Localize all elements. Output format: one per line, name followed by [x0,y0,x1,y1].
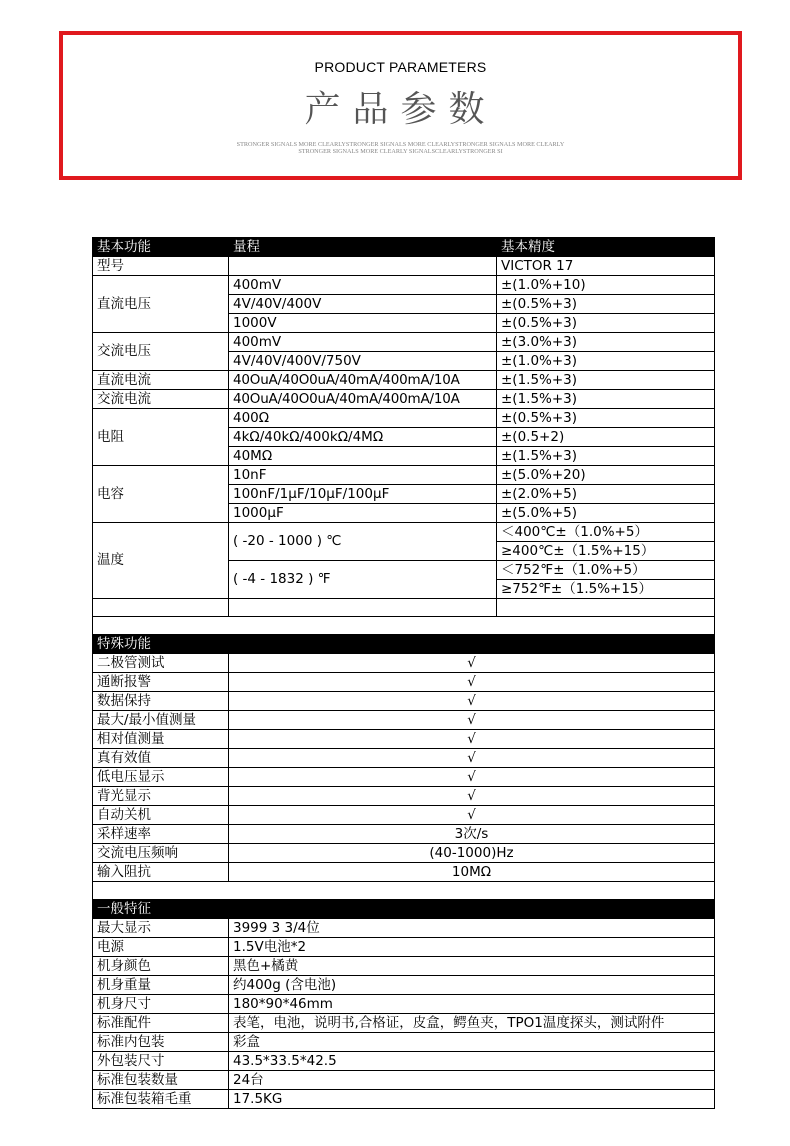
special-label: 采样速率 [93,825,229,844]
res-range: 400Ω [229,409,497,428]
spacer-row [93,617,715,635]
banner-tagline-line-1: STRONGER SIGNALS MORE CLEARLYSTRONGER SIGNALS MORE CLEARLYSTRONGER SIGNALS MORE CLEARLY [236,141,565,148]
cap-range: 10nF [229,466,497,485]
general-row [93,919,715,938]
general-value: 彩盒 [229,1033,715,1052]
general-value: 表笔，电池，说明书,合格证，皮盒，鳄鱼夹，TPO1温度探头，测试附件 [229,1014,715,1033]
general-label: 电源 [93,938,229,957]
res-range: 4kΩ/40kΩ/400kΩ/4MΩ [229,428,497,447]
general-label: 标准配件 [93,1014,229,1033]
dcv-accuracy: ±(0.5%+3) [497,314,715,333]
general-value: 43.5*33.5*42.5 [229,1052,715,1071]
aca-range: 40OuA/40O0uA/40mA/400mA/10A [229,390,497,409]
aca-label: 交流电流 [93,390,229,409]
res-range: 40MΩ [229,447,497,466]
acv-range: 400mV [229,333,497,352]
special-value: √ [229,692,715,711]
spacer-cell [93,617,715,635]
temp-c-range: ( -20 - 1000 ) ℃ [229,523,497,561]
special-value: √ [229,673,715,692]
special-label: 背光显示 [93,787,229,806]
cap-range: 100nF/1μF/10μF/100μF [229,485,497,504]
special-label: 低电压显示 [93,768,229,787]
dcv-range: 1000V [229,314,497,333]
empty-cell [229,599,497,617]
res-accuracy: ±(1.5%+3) [497,447,715,466]
special-header: 特殊功能 [93,635,715,654]
res-row [93,409,715,428]
special-label: 二极管测试 [93,654,229,673]
special-row [93,806,715,825]
cap-range: 1000μF [229,504,497,523]
temp-f-range: ( -4 - 1832 ) ℉ [229,561,497,599]
empty-cell [93,599,229,617]
special-label: 交流电压频响 [93,844,229,863]
special-value: √ [229,787,715,806]
general-value: 3999 3 3/4位 [229,919,715,938]
temp-c-accuracy-low: ＜400℃±（1.0%+5） [497,523,715,542]
temp-label: 温度 [93,523,229,599]
acv-accuracy: ±(1.0%+3) [497,352,715,371]
special-value: (40-1000)Hz [229,844,715,863]
dca-range: 40OuA/40O0uA/40mA/400mA/10A [229,371,497,390]
special-value: √ [229,711,715,730]
general-row [93,1052,715,1071]
dca-row [93,371,715,390]
special-value: 3次/s [229,825,715,844]
general-row [93,995,715,1014]
special-label: 相对值测量 [93,730,229,749]
general-row [93,976,715,995]
general-label: 机身重量 [93,976,229,995]
dcv-label: 直流电压 [93,276,229,333]
basic-header-accuracy: 基本精度 [497,238,715,257]
cap-accuracy: ±(5.0%+5) [497,504,715,523]
product-parameters-banner [59,31,742,180]
temp-row [93,523,715,542]
dca-label: 直流电流 [93,371,229,390]
special-label: 输入阻抗 [93,863,229,882]
general-label: 标准包装数量 [93,1071,229,1090]
model-label: 型号 [93,257,229,276]
special-row [93,768,715,787]
model-row [93,257,715,276]
special-row [93,825,715,844]
model-value: VICTOR 17 [497,257,715,276]
dcv-accuracy: ±(1.0%+10) [497,276,715,295]
special-value: √ [229,749,715,768]
general-label: 机身颜色 [93,957,229,976]
general-label: 标准内包装 [93,1033,229,1052]
dcv-row [93,276,715,295]
general-header-row [93,900,715,919]
acv-label: 交流电压 [93,333,229,371]
res-label: 电阻 [93,409,229,466]
general-row [93,957,715,976]
temp-f-accuracy-low: ＜752℉±（1.0%+5） [497,561,715,580]
general-value: 1.5V电池*2 [229,938,715,957]
special-row [93,711,715,730]
special-value: √ [229,806,715,825]
general-row [93,1090,715,1109]
spacer-row [93,882,715,900]
aca-accuracy: ±(1.5%+3) [497,390,715,409]
special-value: √ [229,768,715,787]
special-row [93,863,715,882]
aca-row [93,390,715,409]
general-row [93,1014,715,1033]
res-accuracy: ±(0.5%+3) [497,409,715,428]
acv-row [93,333,715,352]
special-value: √ [229,654,715,673]
general-value: 180*90*46mm [229,995,715,1014]
general-label: 标准包装箱毛重 [93,1090,229,1109]
general-value: 24台 [229,1071,715,1090]
res-accuracy: ±(0.5+2) [497,428,715,447]
dca-accuracy: ±(1.5%+3) [497,371,715,390]
special-row [93,844,715,863]
special-header-row [93,635,715,654]
general-value: 约400g (含电池) [229,976,715,995]
general-row [93,1033,715,1052]
special-row [93,730,715,749]
banner-title-en: PRODUCT PARAMETERS [314,59,487,75]
empty-cell [497,599,715,617]
special-value: 10MΩ [229,863,715,882]
special-row [93,654,715,673]
cap-label: 电容 [93,466,229,523]
general-row [93,938,715,957]
dcv-range: 400mV [229,276,497,295]
banner-tagline [183,141,618,155]
special-label: 自动关机 [93,806,229,825]
banner-title-cn: 产品参数 [304,89,497,130]
special-label: 通断报警 [93,673,229,692]
special-row [93,749,715,768]
general-label: 外包装尺寸 [93,1052,229,1071]
general-header: 一般特征 [93,900,715,919]
spec-table [92,237,715,1109]
special-row [93,787,715,806]
basic-header-range: 量程 [229,238,497,257]
basic-header-function: 基本功能 [93,238,229,257]
temp-c-accuracy-high: ≥400℃±（1.5%+15） [497,542,715,561]
spacer-cell [93,882,715,900]
acv-range: 4V/40V/400V/750V [229,352,497,371]
cap-row [93,466,715,485]
special-label: 数据保持 [93,692,229,711]
special-label: 真有效值 [93,749,229,768]
basic-header-row [93,238,715,257]
special-value: √ [229,730,715,749]
temp-f-accuracy-high: ≥752℉±（1.5%+15） [497,580,715,599]
dcv-accuracy: ±(0.5%+3) [497,295,715,314]
acv-accuracy: ±(3.0%+3) [497,333,715,352]
model-empty [229,257,497,276]
special-label: 最大/最小值测量 [93,711,229,730]
general-label: 最大显示 [93,919,229,938]
banner-tagline-line-2: STRONGER SIGNALS MORE CLEARLY SIGNALSCLEARLYSTRONGER SI [298,148,503,155]
dcv-range: 4V/40V/400V [229,295,497,314]
cap-accuracy: ±(5.0%+20) [497,466,715,485]
empty-row [93,599,715,617]
general-row [93,1071,715,1090]
general-label: 机身尺寸 [93,995,229,1014]
cap-accuracy: ±(2.0%+5) [497,485,715,504]
special-row [93,673,715,692]
general-value: 17.5KG [229,1090,715,1109]
general-value: 黑色+橘黄 [229,957,715,976]
special-row [93,692,715,711]
